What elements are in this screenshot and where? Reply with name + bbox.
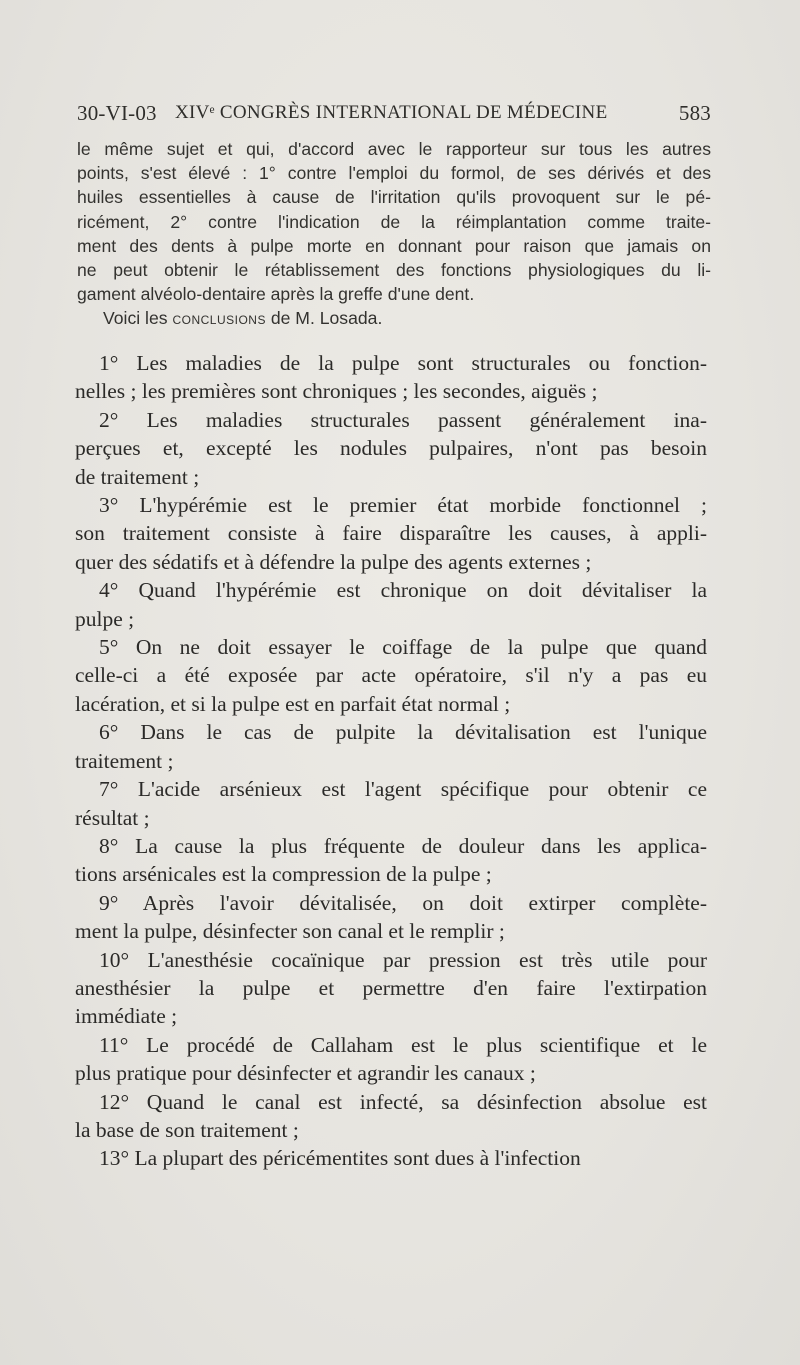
header-date: 30-VI-03 — [77, 101, 157, 125]
conclusion-line: résultat ; — [75, 805, 150, 830]
conclusion-item — [75, 576, 707, 633]
conclusion-line: ment la pulpe, désinfecter son canal et le remplir ; — [75, 919, 505, 944]
conclusion-line: 3° L'hypérémie est le premier état morbide fonctionnel ; — [99, 493, 707, 518]
conclusion-item — [75, 349, 707, 406]
intro-line: ment des dents à pulpe morte en donnant pour raison que jamais on — [77, 235, 711, 256]
conclusion-item — [75, 406, 707, 491]
conclusion-line: 6° Dans le cas de pulpite la dévitalisation est l'unique — [99, 720, 707, 745]
conclusion-line: 8° La cause la plus fréquente de douleur dans les applica- — [99, 833, 707, 858]
conclusion-item — [75, 889, 707, 946]
conclusion-line: de traitement ; — [75, 464, 200, 489]
conclusions-word: conclusions — [172, 308, 266, 329]
conclusion-line: quer des sédatifs et à défendre la pulpe des agents externes ; — [75, 549, 592, 574]
conclusion-line: 10° L'anesthésie cocaïnique par pression est très utile pour — [99, 947, 707, 972]
intro-line: le même sujet et qui, d'accord avec le rapporteur sur tous les autres — [77, 139, 711, 159]
conclusion-line: 5° On ne doit essayer le coiffage de la pulpe que quand — [99, 635, 707, 660]
intro-paragraph — [77, 137, 711, 331]
running-header — [77, 101, 711, 131]
conclusion-item — [75, 491, 707, 576]
conclusion-item — [75, 1088, 707, 1145]
conclusion-line: lacération, et si la pulpe est en parfait état normal ; — [75, 691, 511, 716]
conclusion-line: 1° Les maladies de la pulpe sont structurales ou fonction- — [99, 351, 707, 375]
conclusion-line: immédiate ; — [75, 1004, 178, 1029]
conclusion-item — [75, 1031, 707, 1088]
conclusion-line: nelles ; les premières sont chroniques ; les secondes, aiguës ; — [75, 379, 598, 404]
intro-line: huiles essentielles à cause de l'irritation qu'ils provoquent sur le pé- — [77, 187, 711, 208]
conclusion-line: pulpe ; — [75, 606, 135, 631]
conclusion-line: 9° Après l'avoir dévitalisée, on doit extirper complète- — [99, 890, 707, 915]
conclusion-line: 11° Le procédé de Callaham est le plus scientifique et le — [99, 1032, 707, 1057]
conclusion-item — [75, 718, 707, 775]
header-title: XIVᵉ CONGRÈS INTERNATIONAL DE MÉDECINE — [175, 102, 608, 123]
conclusion-line: celle-ci a été exposée par acte opératoire, s'il n'y a pas eu — [75, 663, 707, 688]
conclusion-line: anesthésier la pulpe et permettre d'en faire l'extirpation — [75, 975, 707, 1000]
conclusion-line: son traitement consiste à faire disparaître les causes, à appli- — [75, 521, 707, 546]
intro-line: ricément, 2° contre l'indication de la réimplantation comme traite- — [77, 211, 711, 232]
conclusion-line: traitement ; — [75, 748, 174, 773]
conclusions-intro — [77, 306, 711, 330]
conclusion-line: tions arsénicales est la compression de la pulpe ; — [75, 862, 492, 887]
conclusions-prefix: Voici les — [103, 308, 168, 329]
conclusion-item — [75, 775, 707, 832]
intro-line: gament alvéolo-dentaire après la greffe d'une dent. — [77, 284, 475, 305]
conclusion-item — [75, 633, 707, 718]
conclusion-line: la base de son traitement ; — [75, 1117, 299, 1142]
conclusions-list — [75, 349, 707, 1173]
conclusion-line: 4° Quand l'hypérémie est chronique on doit dévitaliser la — [99, 578, 707, 603]
conclusion-item — [75, 946, 707, 1031]
conclusion-item — [75, 832, 707, 889]
conclusion-line: perçues et, excepté les nodules pulpaires, n'ont pas besoin — [75, 436, 707, 461]
conclusion-line: 12° Quand le canal est infecté, sa désinfection absolue est — [99, 1089, 707, 1114]
intro-line: ne peut obtenir le rétablissement des fonctions physiologiques du li- — [77, 260, 711, 281]
intro-text — [77, 137, 711, 306]
conclusion-item — [75, 1144, 707, 1172]
conclusion-line: 7° L'acide arsénieux est l'agent spécifique pour obtenir ce — [99, 777, 707, 802]
page-number: 583 — [678, 101, 711, 125]
conclusion-line: plus pratique pour désinfecter et agrandir les canaux ; — [75, 1061, 536, 1086]
intro-line: points, s'est élevé : 1° contre l'emploi du formol, de ses dérivés et des — [77, 163, 711, 184]
conclusion-line: 2° Les maladies structurales passent généralement ina- — [99, 407, 707, 432]
conclusion-line: 13° La plupart des péricémentites sont dues à l'infection — [99, 1146, 581, 1171]
conclusions-suffix: de M. Losada. — [270, 308, 383, 329]
